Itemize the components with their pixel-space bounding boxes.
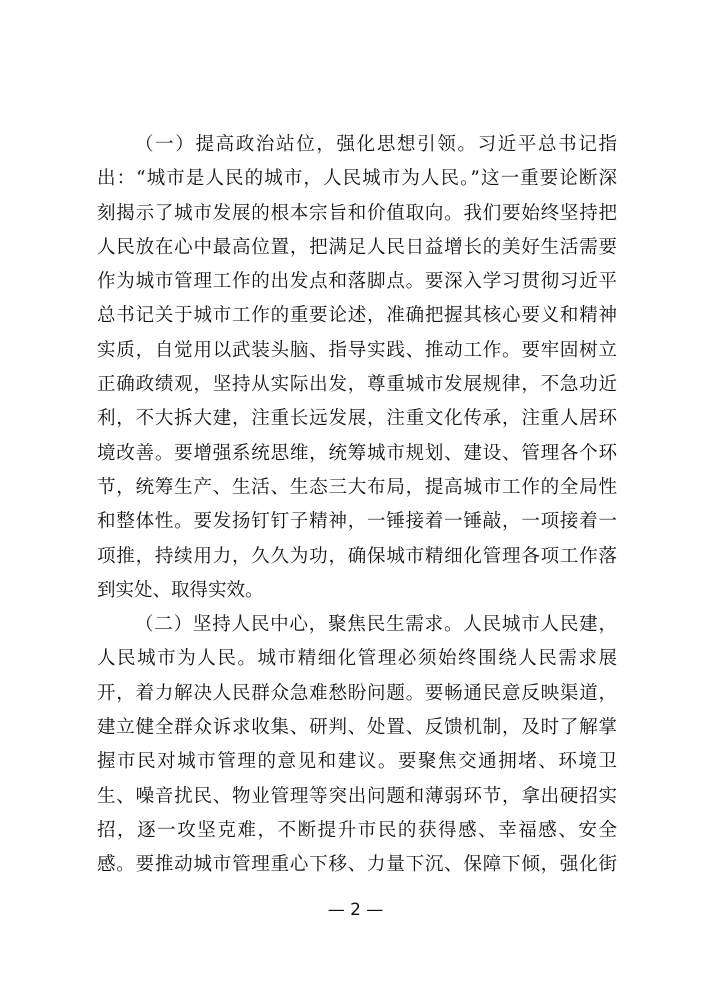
paragraph-line: 实质，自觉用以武装头脑、指导实践、推动工作。要牢固树立 bbox=[97, 339, 617, 361]
paragraph-line: 感。要推动城市管理重心下移、力量下沉、保障下倾，强化街 bbox=[97, 854, 617, 876]
paragraph-line: 节，统筹生产、生活、生态三大布局，提高城市工作的全局性 bbox=[97, 476, 617, 498]
paragraph-line: （二）坚持人民中心，聚焦民生需求。人民城市人民建， bbox=[135, 614, 617, 636]
paragraph-line: 招，逐一攻坚克难，不断提升市民的获得感、幸福感、安全 bbox=[97, 819, 617, 841]
paragraph-line: 项推，持续用力，久久为功，确保城市精细化管理各项工作落 bbox=[97, 545, 617, 567]
paragraph-line: 作为城市管理工作的出发点和落脚点。要深入学习贯彻习近平 bbox=[97, 271, 617, 293]
paragraph-line: 正确政绩观，坚持从实际出发，尊重城市发展规律，不急功近 bbox=[97, 374, 617, 396]
paragraph-line: 利，不大拆大建，注重长远发展，注重文化传承，注重人居环 bbox=[97, 408, 617, 430]
paragraph-line: 刻揭示了城市发展的根本宗旨和价值取向。我们要始终坚持把 bbox=[97, 202, 617, 224]
document-body bbox=[97, 128, 617, 883]
paragraph-line: 握市民对城市管理的意见和建议。要聚焦交通拥堵、环境卫 bbox=[97, 751, 617, 773]
paragraph-line: 生、噪音扰民、物业管理等突出问题和薄弱环节，拿出硬招实 bbox=[97, 785, 617, 807]
paragraph-line: 人民放在心中最高位置，把满足人民日益增长的美好生活需要 bbox=[97, 236, 617, 258]
paragraph-line: 人民城市为人民。城市精细化管理必须始终围绕人民需求展 bbox=[97, 648, 617, 670]
paragraph-line: 建立健全群众诉求收集、研判、处置、反馈机制，及时了解掌 bbox=[97, 717, 617, 739]
paragraph-line: 总书记关于城市工作的重要论述，准确把握其核心要义和精神 bbox=[97, 305, 617, 327]
paragraph-line: （一）提高政治站位，强化思想引领。习近平总书记指 bbox=[135, 134, 617, 155]
page-number: — 2 — bbox=[327, 900, 384, 920]
paragraph-line: 和整体性。要发扬钉钉子精神，一锤接着一锤敲，一项接着一 bbox=[97, 511, 617, 533]
paragraph-line: 开，着力解决人民群众急难愁盼问题。要畅通民意反映渠道， bbox=[97, 682, 617, 704]
paragraph-line: 境改善。要增强系统思维，统筹城市规划、建设、管理各个环 bbox=[97, 442, 617, 464]
paragraph-1 bbox=[97, 128, 617, 608]
paragraph-line: 出：“城市是人民的城市，人民城市为人民。”这一重要论断深 bbox=[97, 168, 617, 190]
paragraph-line: 到实处、取得实效。 bbox=[97, 579, 264, 601]
paragraph-2 bbox=[97, 608, 617, 882]
